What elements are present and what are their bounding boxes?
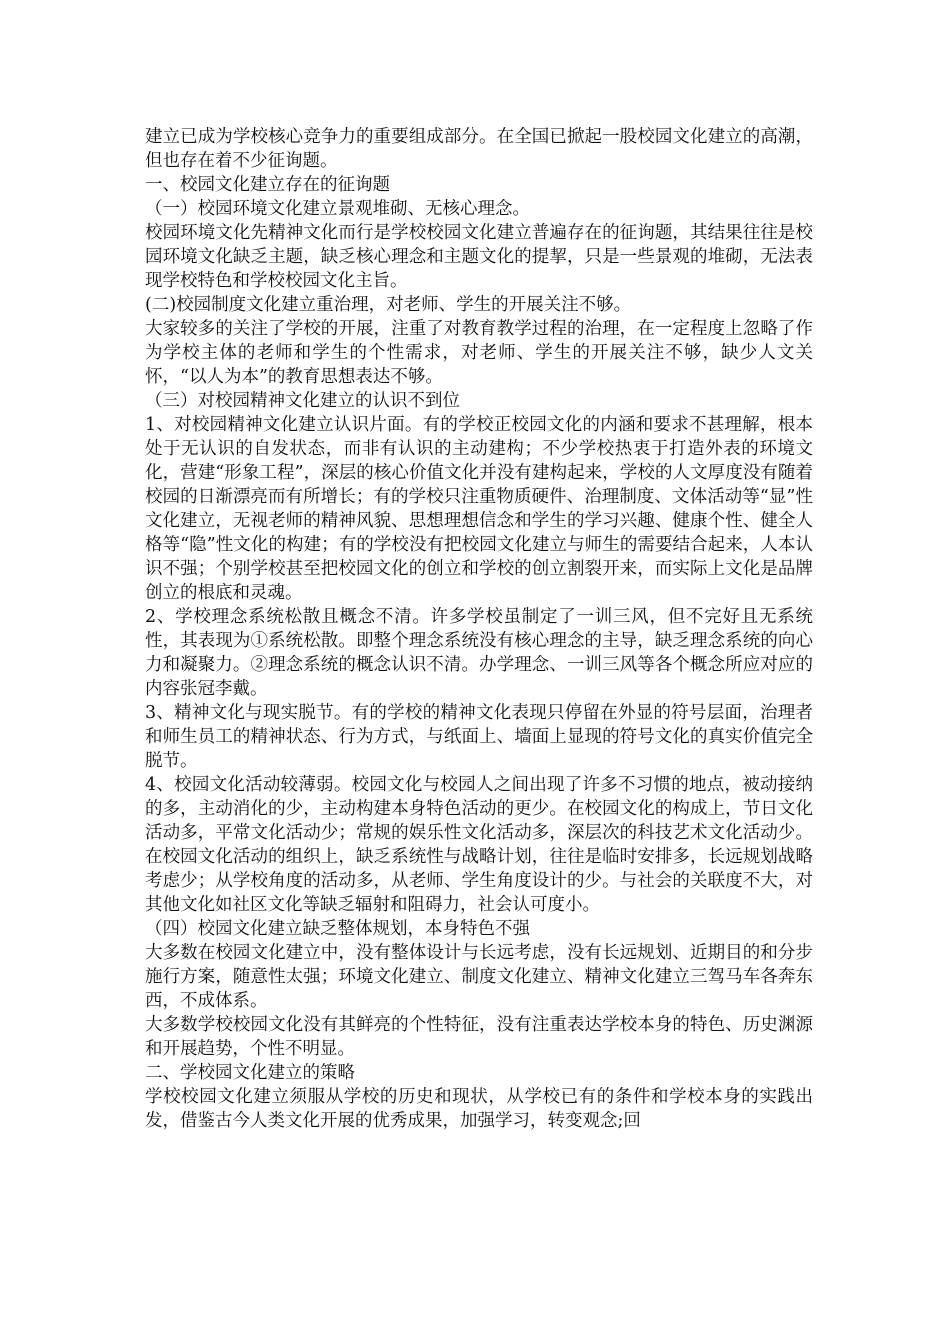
numbered-paragraph-4: 4、校园文化活动较薄弱。校园文化与校园人之间出现了许多不习惯的地点，被动接纳的多，主动消化的少，主动构建本身特色活动的更少。在校园文化的构成上，节日文化活动多，平常文化活动少；常规的娱乐性文化活动多，深层次的科技艺术文化活动少。在校园文化活动的组织上，缺乏系统性与战略计划，往往是临时安排多，长远规划战略考虑少；从学校角度的活动多，从老师、学生角度设计的少。与社会的关联度不大，对其他文化如社区文化等缺乏辐射和阻碍力，社会认可度小。	[145, 775, 813, 915]
numbered-paragraph-3: 3、精神文化与现实脱节。有的学校的精神文化表现只停留在外显的符号层面，治理者和师生员工的精神状态、行为方式，与纸面上、墙面上显现的符号文化的真实价值完全脱节。	[145, 703, 813, 771]
subheading-3: （三）对校园精神文化建立的认识不到位	[145, 391, 460, 411]
paragraph-intro: 建立已成为学校核心竞争力的重要组成部分。在全国已掀起一股校园文化建立的高潮，但也存在着不少征询题。	[145, 127, 813, 171]
paragraph: 大多数在校园文化建立中，没有整体设计与长远考虑，没有长远规划、近期目的和分步施行方案，随意性太强；环境文化建立、制度文化建立、精神文化建立三驾马车各奔东西，不成体系。	[145, 943, 813, 1011]
subheading-2: (二)校园制度文化建立重治理，对老师、学生的开展关注不够。	[145, 295, 632, 315]
numbered-paragraph-1: 1、对校园精神文化建立认识片面。有的学校正校园文化的内涵和要求不甚理解，根本处于无认识的自发状态，而非有认识的主动建构；不少学校热衷于打造外表的环境文化，营建“形象工程”，深层的核心价值文化并没有建构起来，学校的人文厚度没有随着校园的日渐漂亮而有所增长；有的学校只注重物质硬件、治理制度、文体活动等“显”性文化建立，无视老师的精神风貌、思想理想信念和学生的学习兴趣、健康个性、健全人格等“隐”性文化的构建；有的学校没有把校园文化建立与师生的需要结合起来，人本认识不强；个别学校甚至把校园文化的创立和学校的创立割裂开来，而实际上文化是品牌创立的根底和灵魂。	[145, 415, 813, 603]
paragraph: 学校校园文化建立须服从学校的历史和现状，从学校已有的条件和学校本身的实践出发，借鉴古今人类文化开展的优秀成果，加强学习，转变观念;回	[145, 1087, 813, 1131]
numbered-paragraph-2: 2、学校理念系统松散且概念不清。许多学校虽制定了一训三风，但不完好且无系统性，其表现为①系统松散。即整个理念系统没有核心理念的主导，缺乏理念系统的向心力和凝聚力。②理念系统的概念认识不清。办学理念、一训三风等各个概念所应对应的内容张冠李戴。	[145, 607, 813, 699]
paragraph: 大家较多的关注了学校的开展，注重了对教育教学过程的治理，在一定程度上忽略了作为学校主体的老师和学生的个性需求，对老师、学生的开展关注不够，缺少人文关怀，“以人为本”的教育思想表达不够。	[145, 319, 813, 387]
section-heading-2: 二、学校园文化建立的策略	[145, 1063, 355, 1083]
section-heading-1: 一、校园文化建立存在的征询题	[145, 175, 390, 195]
subheading-1: （一）校园环境文化建立景观堆砌、无核心理念。	[145, 199, 530, 219]
paragraph: 校园环境文化先精神文化而行是学校校园文化建立普遍存在的征询题，其结果往往是校园环境文化缺乏主题，缺乏核心理念和主题文化的提挈，只是一些景观的堆砌，无法表现学校特色和学校校园文化主旨。	[145, 223, 813, 291]
paragraph: 大多数学校校园文化没有其鲜亮的个性特征，没有注重表达学校本身的特色、历史渊源和开展趋势，个性不明显。	[145, 1015, 813, 1059]
subheading-4: （四）校园文化建立缺乏整体规划，本身特色不强	[145, 919, 530, 939]
document-body	[145, 125, 813, 1133]
